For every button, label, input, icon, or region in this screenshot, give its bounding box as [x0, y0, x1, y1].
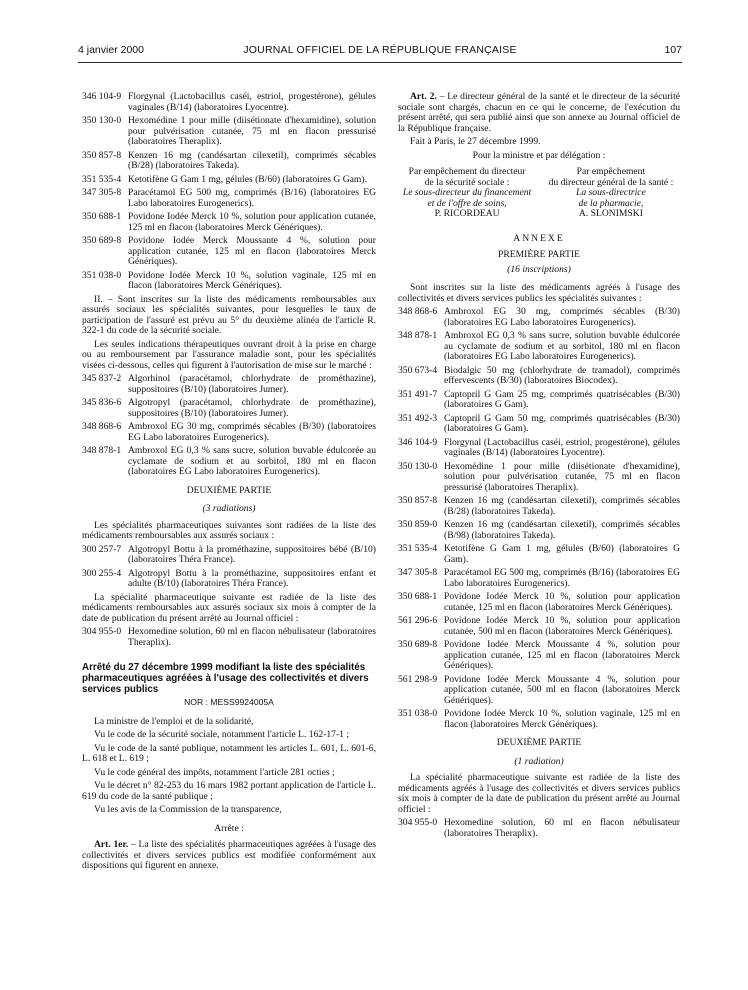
- inscription-list: [82, 374, 376, 478]
- visa-line: Vu les avis de la Commission de la transparence,: [94, 804, 282, 815]
- journal-title: JOURNAL OFFICIEL DE LA RÉPUBLIQUE FRANÇAISE: [243, 44, 517, 56]
- drug-description: Kenzen 16 mg (candésartan cilexetil), comprimés sécables (B/98) (laboratoires Takeda).: [444, 519, 680, 541]
- drug-description: Povidone Iodée Merck Moussante 4 %, solution pour application cutanée, 125 ml en flacon (laboratoires Merck Génériques).: [128, 235, 376, 267]
- annexe-title: ANNEXE: [513, 232, 565, 244]
- part-one-title: PREMIÈRE PARTIE: [498, 249, 580, 260]
- drug-code: 348 878-1: [82, 445, 122, 456]
- visa-line: Vu le décret n° 82-253 du 16 mars 1982 portant application de l'article L. 619 du code de la santé publique ;: [82, 780, 376, 802]
- drug-entry: [82, 188, 376, 209]
- drug-description: Ambroxol EG 30 mg, comprimés sécables (B/30) (laboratoires EG Labo laboratoires Eurogenerics).: [128, 421, 376, 443]
- article-2-text: – Le directeur général de la santé et le directeur de la sécurité sociale sont chargés, chacun en ce qui le concerne, de l'exécution du présent arrêté, qui sera publié ainsi que son annexe au Journal officiel de la République française.: [398, 91, 680, 134]
- signature-left-line: de la sécurité sociale :: [424, 176, 510, 188]
- drug-code: 348 868-6: [82, 421, 122, 432]
- drug-description: Paracétamol EG 500 mg, comprimés (B/16) (laboratoires EG Labo laboratoires Eurogenerics).: [128, 187, 376, 209]
- visa-line: Vu le code général des impôts, notamment l'article 281 octies ;: [94, 766, 335, 778]
- drug-code: 348 868-6: [398, 306, 438, 317]
- drug-code: 561 298-9: [398, 673, 438, 685]
- drug-code: 351 491-7: [398, 388, 438, 400]
- drug-description: Kenzen 16 mg (candésartan cilexetil), comprimés sécables (B/28) (laboratoires Takeda).: [128, 149, 376, 171]
- visas: [82, 717, 376, 816]
- radiation-list: [82, 627, 376, 648]
- drug-entry: [82, 271, 376, 292]
- drug-entry: [398, 520, 680, 541]
- drug-entry: [398, 592, 680, 613]
- signature-left-line: et de l'offre de soins,: [427, 197, 507, 209]
- drug-code: 300 255-4: [82, 567, 122, 579]
- arrete-word: Arrête :: [214, 822, 244, 834]
- drug-code: 350 857-8: [82, 149, 122, 161]
- drug-code: 350 857-8: [398, 495, 438, 506]
- drug-code: 350 673-4: [398, 364, 438, 376]
- drug-entry: [398, 438, 680, 459]
- drug-entry: [82, 569, 376, 590]
- drug-entry: [398, 544, 680, 565]
- drug-entry: [398, 616, 680, 637]
- drug-entry: [82, 545, 376, 566]
- drug-code: 350 689-8: [82, 235, 122, 246]
- article-1-text: – La liste des spécialités pharmaceutiques agréées à l'usage des collectivités et divers services publics est modifiée conformément aux dispositions qui figurent en annexe.: [82, 839, 376, 871]
- drug-entry: [398, 331, 680, 363]
- signature-right-line: de la pharmacie,: [578, 197, 644, 209]
- drug-description: Florgynal (Lactobacillus caséi, estriol, progestérone), gélules vaginales (B/14) (laboratoires Lyocentre).: [444, 436, 680, 458]
- drug-description: Algorhinol (paracétamol, chlorhydrate de prométhazine), suppositoires (B/10) (laboratoires Jumer).: [128, 373, 376, 395]
- drug-description: Hexomedine solution, 60 ml en flacon nébulisateur (laboratoires Theraplix).: [444, 817, 680, 839]
- paragraph-six-mois: La spécialité pharmaceutique suivante est radiée de la liste des médicaments remboursables aux assurés sociaux six mois à compter de la date de publication du présent arrêté au Journal officiel :: [82, 591, 376, 624]
- drug-code: 348 878-1: [398, 330, 438, 341]
- drug-entry: [398, 640, 680, 672]
- signatures: [398, 167, 680, 220]
- paragraph-radiees: Les spécialités pharmaceutiques suivantes sont radiées de la liste des médicaments remboursables aux assurés sociaux :: [82, 519, 376, 541]
- drug-code: 304 955-0: [82, 626, 122, 637]
- part-two-title: DEUXIÈME PARTIE: [496, 737, 582, 748]
- drug-description: Kenzen 16 mg (candésartan cilexetil), comprimés sécables (B/28) (laboratoires Takeda).: [444, 495, 680, 517]
- drug-description: Ambroxol EG 0,3 % sans sucre, solution buvable édulcorée au cyclamate de sodium et au sorbitol, 180 ml en flacon (laboratoires EG Labo laboratoires Eurogenerics).: [444, 330, 680, 362]
- article-2-label: Art. 2.: [410, 91, 437, 102]
- visa-line: Vu le code de la sécurité sociale, notamment l'article L. 162-17-1 ;: [94, 729, 350, 740]
- signature-right: [542, 167, 680, 220]
- part-one-subtitle: (16 inscriptions): [507, 263, 571, 275]
- drug-description: Ambroxol EG 30 mg, comprimés sécables (B/30) (laboratoires EG Labo laboratoires Eurogenerics).: [444, 306, 680, 328]
- drug-entry: [82, 116, 376, 148]
- drug-description: Povidone Iodée Merck 10 %, solution pour application cutanée, 500 ml en flacon (laboratoires Merck Génériques).: [444, 615, 680, 637]
- fait-a-paris: Fait à Paris, le 27 décembre 1999.: [410, 136, 541, 147]
- drug-description: Captopril G Gam 25 mg, comprimés quatrisécables (B/30) (laboratoires G Gam).: [444, 388, 680, 410]
- visa-line: Vu le code de la santé publique, notamment les articles L. 601, L. 601-6, L. 618 et L. 619 ;: [82, 742, 376, 764]
- drug-entry: [82, 446, 376, 478]
- paragraph-six-mois: La spécialité pharmaceutique suivante est radiée de la liste des médicaments agréés à l'usage des collectivités et divers services publics six mois à compter de la date de publication du présent arrêté au Journal officiel :: [398, 772, 680, 815]
- article-1: [82, 840, 376, 872]
- drug-description: Povidone Iodée Merck 10 %, solution vaginale, 125 ml en flacon (laboratoires Merck Génériques).: [128, 269, 376, 291]
- drug-entry: [82, 92, 376, 113]
- signature-left-line: Par empêchement du directeur: [408, 166, 526, 177]
- drug-code: 347 305-8: [82, 187, 122, 198]
- drug-description: Povidone Iodée Merck Moussante 4 %, solution pour application cutanée, 125 ml en flacon (laboratoires Merck Génériques).: [444, 639, 680, 671]
- drug-entry: [82, 398, 376, 419]
- drug-description: Povidone Iodée Merck 10 %, solution pour application cutanée, 125 ml en flacon (laboratoires Merck Génériques).: [444, 591, 680, 613]
- page-header: [78, 44, 682, 60]
- left-column: [82, 92, 376, 875]
- drug-code: 350 688-1: [82, 211, 122, 222]
- drug-description: Ketotifène G Gam 1 mg, gélules (B/60) (laboratoires G Gam).: [128, 173, 367, 185]
- drug-code: 300 257-7: [82, 543, 122, 555]
- pour-la-ministre: Pour la ministre et par délégation :: [472, 149, 606, 161]
- drug-description: Hexomédine 1 pour mille (diisétionate d'hexamidine), solution pour pulvérisation cutanée, 75 ml en flacon pressurisé (laboratoires Theraplix).: [128, 115, 376, 147]
- drug-description: Biodalgic 50 mg (chlorhydrate de tramadol), comprimés effervescents (B/30) (laboratoires Biocodex).: [444, 364, 680, 386]
- page-number: 107: [664, 44, 682, 56]
- part-two-title: DEUXIÈME PARTIE: [186, 484, 272, 496]
- article-2: [398, 92, 680, 134]
- article-1-label: Art. 1er.: [94, 839, 129, 850]
- drug-code: 351 492-3: [398, 412, 438, 424]
- signature-left-name: P. RICORDEAU: [434, 208, 500, 219]
- drug-code: 346 104-9: [398, 436, 438, 448]
- drug-entry: [82, 236, 376, 268]
- drug-code: 304 955-0: [398, 817, 438, 828]
- drug-description: Povidone Iodée Merck 10 %, solution pour application cutanée, 125 ml en flacon (laboratoires Merck Génériques).: [128, 211, 376, 233]
- part-two-subtitle: (1 radiation): [514, 755, 564, 767]
- right-column: [398, 92, 680, 842]
- drug-entry: [82, 422, 376, 443]
- drug-code: 350 130-0: [82, 115, 122, 126]
- drug-code: 346 104-9: [82, 91, 122, 102]
- drug-description: Ketotifène G Gam 1 mg, gélules (B/60) (laboratoires G Gam).: [444, 543, 680, 565]
- signature-right-name: A. SLONIMSKI: [578, 208, 643, 219]
- header-rule: [78, 62, 682, 63]
- drug-entry: [82, 374, 376, 395]
- signature-left: [398, 167, 536, 220]
- drug-code: 351 535-4: [82, 173, 122, 185]
- inscription-list: [82, 92, 376, 292]
- inscription-list: [398, 307, 680, 730]
- drug-code: 350 689-8: [398, 639, 438, 650]
- visa-line: La ministre de l'emploi et de la solidarité,: [94, 715, 254, 727]
- drug-entry: [82, 175, 376, 186]
- paragraph-indications: Les seules indications thérapeutiques ouvrant droit à la prise en charge ou au remboursement par l'assurance maladie sont, pour les spécialités visées ci-dessous, celles qui figurent à l'autorisation de mise sur le marché :: [82, 338, 376, 371]
- arrete-title: Arrêté du 27 décembre 1999 modifiant la liste des spécialités pharmaceutiques agréées à l'usage des collectivités et divers services publics: [82, 662, 369, 695]
- paragraph-ii: II. – Sont inscrites sur la liste des médicaments remboursables aux assurés sociaux les spécialités suivantes, pour lesquelles le taux de participation de l'assuré est prévu au 5° du deuxième alinéa de l'article R. 322-1 du code de la sécurité sociale.: [82, 293, 376, 336]
- drug-code: 345 837-2: [82, 373, 122, 384]
- drug-entry: [398, 366, 680, 387]
- drug-description: Algotropyl Bottu à la prométhazine, suppositoires enfant et adulte (B/10) (laboratoires Théra France).: [128, 567, 376, 589]
- drug-entry: [398, 709, 680, 730]
- drug-entry: [398, 496, 680, 517]
- drug-entry: [82, 212, 376, 233]
- drug-code: 347 305-8: [398, 567, 438, 578]
- drug-code: 345 836-6: [82, 397, 122, 408]
- radiation-list: [82, 545, 376, 590]
- drug-code: 351 038-0: [82, 269, 122, 281]
- drug-entry: [82, 151, 376, 172]
- drug-description: Algotropyl (paracétamol, chlorhydrate de prométhazine), suppositoires (B/10) (laboratoires Jumer).: [128, 397, 376, 419]
- drug-description: Hexomédine 1 pour mille (diisétionate d'hexamidine), solution pour pulvérisation cutanée, 75 ml en flacon pressurisé (laboratoires Theraplix).: [444, 460, 680, 493]
- drug-description: Algotropyl Bottu à la prométhazine, suppositoires bébé (B/10) (laboratoires Théra France).: [128, 543, 376, 565]
- drug-entry: [398, 675, 680, 707]
- drug-description: Hexomedine solution, 60 ml en flacon nébulisateur (laboratoires Theraplix).: [128, 626, 376, 648]
- drug-description: Ambroxol EG 0,3 % sans sucre, solution buvable édulcorée au cyclamate de sodium et au sorbitol, 180 ml en flacon (laboratoires EG Labo laboratoires Eurogenerics).: [128, 445, 376, 477]
- drug-description: Povidone Iodée Merck Moussante 4 %, solution pour application cutanée, 500 ml en flacon (laboratoires Merck Génériques).: [444, 673, 680, 706]
- drug-description: Paracétamol EG 500 mg, comprimés (B/16) (laboratoires EG Labo laboratoires Eurogenerics).: [444, 567, 680, 589]
- drug-entry: [398, 307, 680, 328]
- nor-reference: NOR : MESS9924005A: [184, 697, 274, 707]
- signature-right-line: La sous-directrice: [576, 187, 646, 198]
- drug-code: 350 688-1: [398, 591, 438, 602]
- drug-entry: [82, 627, 376, 648]
- drug-description: Povidone Iodée Merck 10 %, solution vaginale, 125 ml en flacon (laboratoires Merck Génériques).: [444, 708, 680, 730]
- drug-entry: [398, 462, 680, 494]
- radiation-list: [398, 818, 680, 839]
- drug-code: 351 038-0: [398, 708, 438, 719]
- drug-entry: [398, 414, 680, 435]
- signature-right-line: Par empêchement: [576, 166, 646, 177]
- drug-description: Captopril G Gam 50 mg, comprimés quatrisécables (B/30) (laboratoires G Gam).: [444, 412, 680, 434]
- signature-left-line: Le sous-directeur du financement: [402, 187, 532, 198]
- signature-right-line: du directeur général de la santé :: [548, 176, 674, 188]
- paragraph-inscrites: Sont inscrites sur la liste des médicaments agréés à l'usage des collectivités et divers services publics les spécialités suivantes :: [398, 282, 680, 304]
- part-two-subtitle: (3 radiations): [202, 503, 256, 514]
- drug-code: 350 859-0: [398, 519, 438, 530]
- drug-code: 350 130-0: [398, 460, 438, 472]
- header-date: 4 janvier 2000: [78, 44, 144, 56]
- drug-entry: [398, 390, 680, 411]
- drug-code: 351 535-4: [398, 543, 438, 554]
- drug-description: Florgynal (Lactobacillus caséi, estriol, progestérone), gélules vaginales (B/14) (laboratoires Lyocentre).: [128, 91, 376, 113]
- drug-entry: [398, 818, 680, 839]
- drug-code: 561 296-6: [398, 615, 438, 626]
- drug-entry: [398, 568, 680, 589]
